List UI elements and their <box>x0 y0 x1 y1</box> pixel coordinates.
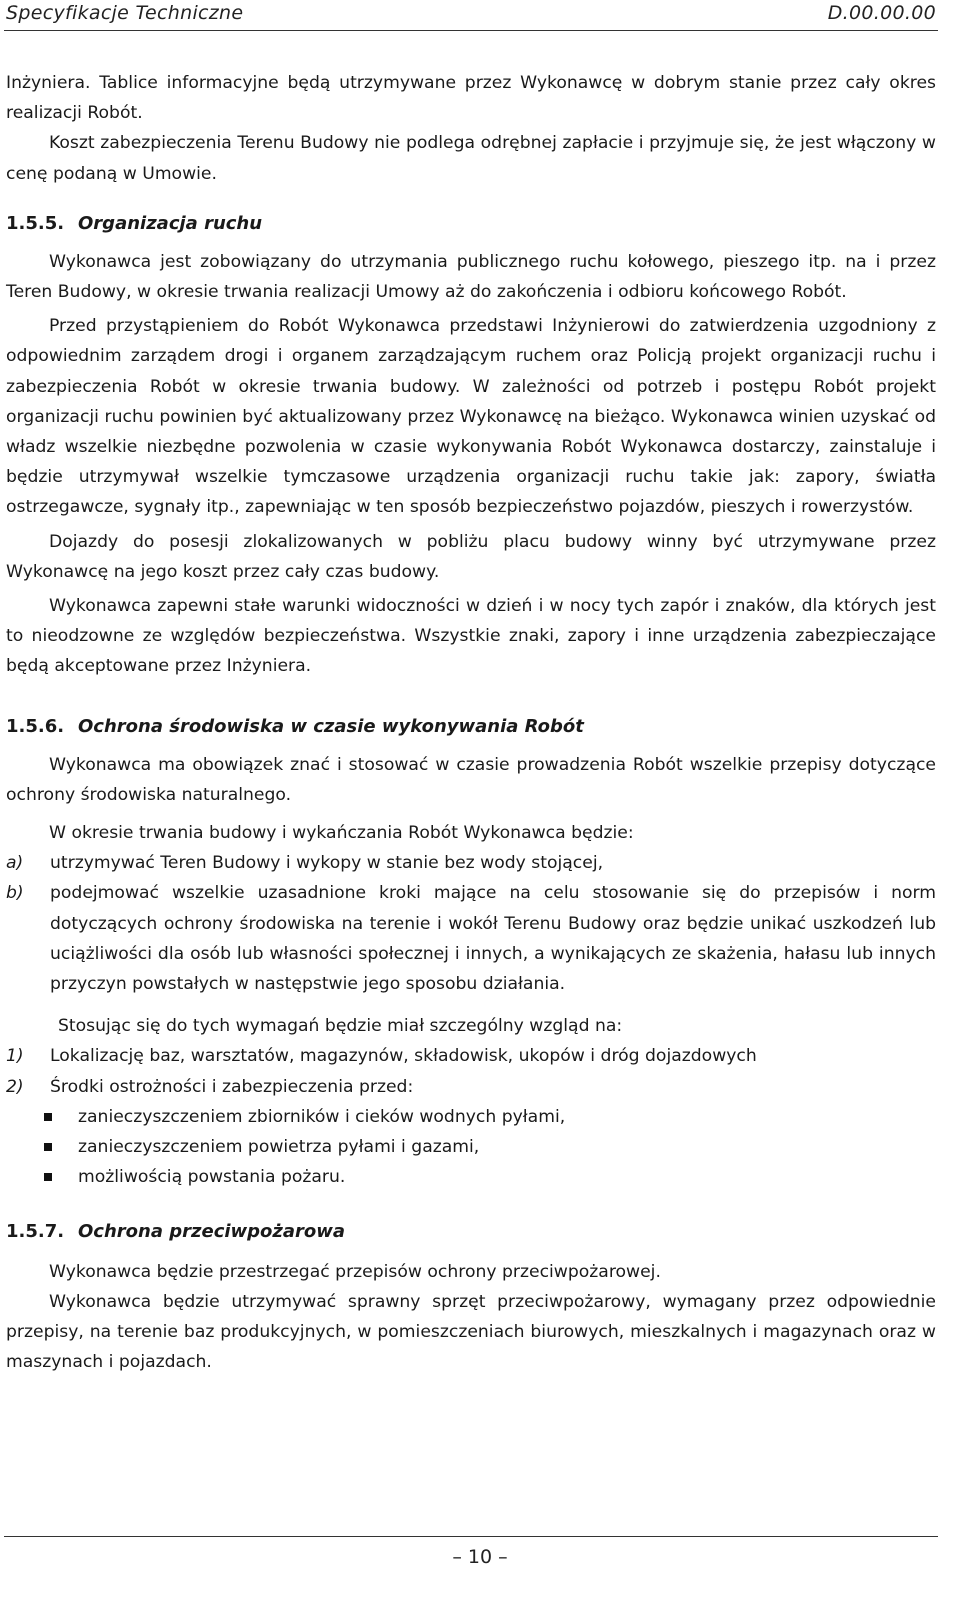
bullet-item <box>6 1132 936 1162</box>
list-marker: 2) <box>6 1076 24 1097</box>
section-number: 1.5.5. <box>6 212 65 234</box>
list-text: Środki ostrożności i zabezpieczenia przed: <box>50 1076 414 1097</box>
page-header <box>6 0 936 30</box>
list-item <box>6 878 936 999</box>
list-marker: a) <box>6 853 24 874</box>
paragraph: Dojazdy do posesji zlokalizowanych w pobliżu placu budowy winny być utrzymywane przez Wykonawcę na jego koszt przez cały czas budowy. <box>6 531 936 582</box>
header-rule <box>4 30 938 31</box>
list-item <box>6 1041 936 1071</box>
section-title: Ochrona przeciwpożarowa <box>78 1220 346 1242</box>
paragraph: W okresie trwania budowy i wykańczania Robót Wykonawca będzie: <box>49 823 634 844</box>
section-number: 1.5.6. <box>6 715 65 737</box>
bullet-text: zanieczyszczeniem zbiorników i cieków wodnych pyłami, <box>78 1106 566 1127</box>
paragraph: Przed przystąpieniem do Robót Wykonawca przedstawi Inżynierowi do zatwierdzenia uzgodniony z odpowiednim zarządem drogi i organem zarządzającym ruchem oraz Policją projekt organizacji ruchu i zabezpieczenia Robót w okresie trwania budowy. W zależności od potrzeb i postępu Robót projekt organizacji ruchu powinien być aktualizowany przez Wykonawcę na bieżąco. Wykonawca winien uzyskać od władz wszelkie niezbędne pozwolenia w czasie wykonywania Robót Wykonawca dostarczy, zainstaluje i będzie utrzymywał wszelkie tymczasowe urządzenia organizacji ruchu takie jak: zapory, światła ostrzegawcze, sygnały itp., zapewniając w ten sposób bezpieczeństwo pojazdów, pieszych i rowerzystów. <box>6 316 936 518</box>
square-bullet-icon <box>42 1132 78 1162</box>
bullet-text: zanieczyszczeniem powietrza pyłami i gazami, <box>78 1137 480 1158</box>
paragraph: Koszt zabezpieczenia Terenu Budowy nie podlega odrębnej zapłacie i przyjmuje się, że jest włączony w cenę podaną w Umowie. <box>6 133 936 184</box>
header-code: D.00.00.00 <box>827 2 936 24</box>
section-heading <box>6 712 936 742</box>
square-bullet-icon <box>42 1102 78 1132</box>
square-bullet-icon <box>42 1162 78 1192</box>
bullet-item <box>6 1102 936 1132</box>
paragraph: Inżyniera. Tablice informacyjne będą utrzymywane przez Wykonawcę w dobrym stanie przez cały okres realizacji Robót. <box>6 73 936 124</box>
page-number: – 10 – <box>452 1546 508 1568</box>
list-text: utrzymywać Teren Budowy i wykopy w stanie bez wody stojącej, <box>50 853 604 874</box>
section-title: Ochrona środowiska w czasie wykonywania Robót <box>78 715 584 737</box>
section-number: 1.5.7. <box>6 1220 65 1242</box>
list-marker: b) <box>6 883 24 904</box>
paragraph: Wykonawca będzie utrzymywać sprawny sprzęt przeciwpożarowy, wymagany przez odpowiednie przepisy, na terenie baz produkcyjnych, w pomieszczeniach biurowych, mieszkalnych i magazynach oraz w maszynach i pojazdach. <box>6 1291 936 1373</box>
list-text: podejmować wszelkie uzasadnione kroki mające na celu stosowanie się do przepisów i norm dotyczących ochrony środowiska na terenie i wokół Terenu Budowy oraz będzie unikać uszkodzeń lub uciążliwości dla osób lub własności społecznej i innych, a wynikających ze skażenia, hałasu lub innych przyczyn powstałych w następstwie jego sposobu działania. <box>50 883 936 995</box>
list-item <box>6 848 936 878</box>
header-title: Specyfikacje Techniczne <box>6 2 244 24</box>
paragraph: Wykonawca zapewni stałe warunki widoczności w dzień i w nocy tych zapór i znaków, dla których jest to nieodzowne ze względów bezpieczeństwa. Wszystkie znaki, zapory i inne urządzenia zabezpieczające będą akceptowane przez Inżyniera. <box>6 596 936 677</box>
paragraph: Wykonawca ma obowiązek znać i stosować w czasie prowadzenia Robót wszelkie przepisy dotyczące ochrony środowiska naturalnego. <box>6 754 936 805</box>
paragraph: Wykonawca będzie przestrzegać przepisów ochrony przeciwpożarowej. <box>49 1261 661 1282</box>
footer-rule <box>4 1536 938 1537</box>
section-heading <box>6 1217 936 1247</box>
list-item <box>6 1072 936 1102</box>
bullet-item <box>6 1162 936 1192</box>
page-body <box>6 68 936 1377</box>
section-title: Organizacja ruchu <box>78 212 263 234</box>
list-text: Lokalizację baz, warsztatów, magazynów, składowisk, ukopów i dróg dojazdowych <box>50 1046 757 1067</box>
paragraph: Wykonawca jest zobowiązany do utrzymania publicznego ruchu kołowego, pieszego itp. na i przez Teren Budowy, w okresie trwania realizacji Umowy aż do zakończenia i odbioru końcowego Robót. <box>6 251 936 303</box>
paragraph: Stosując się do tych wymagań będzie miał szczególny wzgląd na: <box>58 1016 623 1037</box>
bullet-text: możliwością powstania pożaru. <box>78 1167 346 1188</box>
section-heading <box>6 209 936 239</box>
list-marker: 1) <box>6 1046 24 1067</box>
